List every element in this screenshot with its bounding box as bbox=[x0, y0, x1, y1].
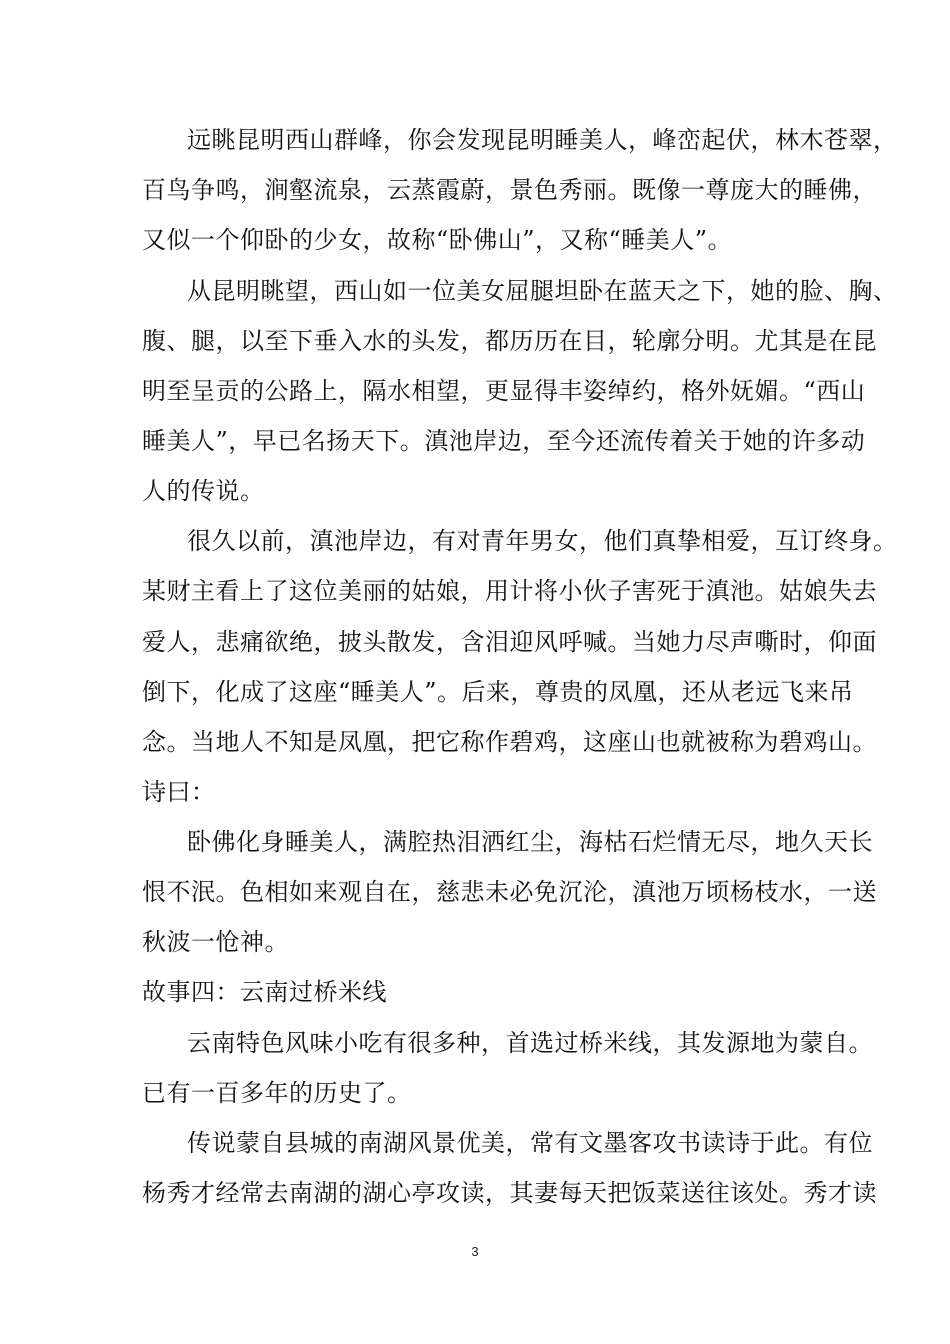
text-line: 很久以前，滇池岸边，有对青年男女，他们真挚相爱，互订终身。 bbox=[187, 527, 898, 555]
text-line: 远眺昆明西山群峰，你会发现昆明睡美人，峰峦起伏，林木苍翠， bbox=[187, 126, 898, 154]
poem-line: 秋波一怆神。 bbox=[142, 928, 289, 956]
text-line: 杨秀才经常去南湖的湖心亭攻读，其妻每天把饭菜送往该处。秀才读 bbox=[142, 1179, 877, 1207]
poem-line: 恨不泯。色相如来观自在，慈悲未必免沉沦，滇池万顷杨枝水，一送 bbox=[142, 878, 877, 906]
text-line: 传说蒙自县城的南湖风景优美，常有文墨客攻书读诗于此。有位 bbox=[187, 1129, 873, 1157]
text-line: 倒下，化成了这座“睡美人”。后来，尊贵的凤凰，还从老远飞来吊 bbox=[142, 678, 854, 706]
text-line: 爱人，悲痛欲绝，披头散发，含泪迎风呼喊。当她力尽声嘶时，仰面 bbox=[142, 628, 877, 656]
text-line: 睡美人”，早已名扬天下。滇池岸边，至今还流传着关于她的许多动 bbox=[142, 427, 866, 455]
page-number: 3 bbox=[471, 1244, 479, 1259]
text-line: 人的传说。 bbox=[142, 477, 265, 505]
poem-line: 卧佛化身睡美人，满腔热泪洒红尘，海枯石烂情无尽，地久天长 bbox=[187, 828, 873, 856]
text-line: 念。当地人不知是凤凰，把它称作碧鸡，这座山也就被称为碧鸡山。 bbox=[142, 728, 877, 756]
text-line: 已有一百多年的历史了。 bbox=[142, 1079, 412, 1107]
text-line: 腹、腿，以至下垂入水的头发，都历历在目，轮廓分明。尤其是在昆 bbox=[142, 327, 877, 355]
text-line: 又似一个仰卧的少女，故称“卧佛山”，又称“睡美人”。 bbox=[142, 226, 733, 254]
text-line: 诗曰： bbox=[142, 778, 216, 806]
text-line: 明至呈贡的公路上，隔水相望，更显得丰姿绰约，格外妩媚。“西山 bbox=[142, 377, 866, 405]
text-line: 百鸟争鸣，涧壑流泉，云蒸霞蔚，景色秀丽。既像一尊庞大的睡佛， bbox=[142, 176, 877, 204]
text-line: 从昆明眺望，西山如一位美女屈腿坦卧在蓝天之下，她的脸、胸、 bbox=[187, 277, 898, 305]
text-line: 某财主看上了这位美丽的姑娘，用计将小伙子害死于滇池。姑娘失去 bbox=[142, 577, 877, 605]
text-line: 云南特色风味小吃有很多种，首选过桥米线，其发源地为蒙自。 bbox=[187, 1029, 873, 1057]
section-heading: 故事四：云南过桥米线 bbox=[142, 978, 387, 1006]
